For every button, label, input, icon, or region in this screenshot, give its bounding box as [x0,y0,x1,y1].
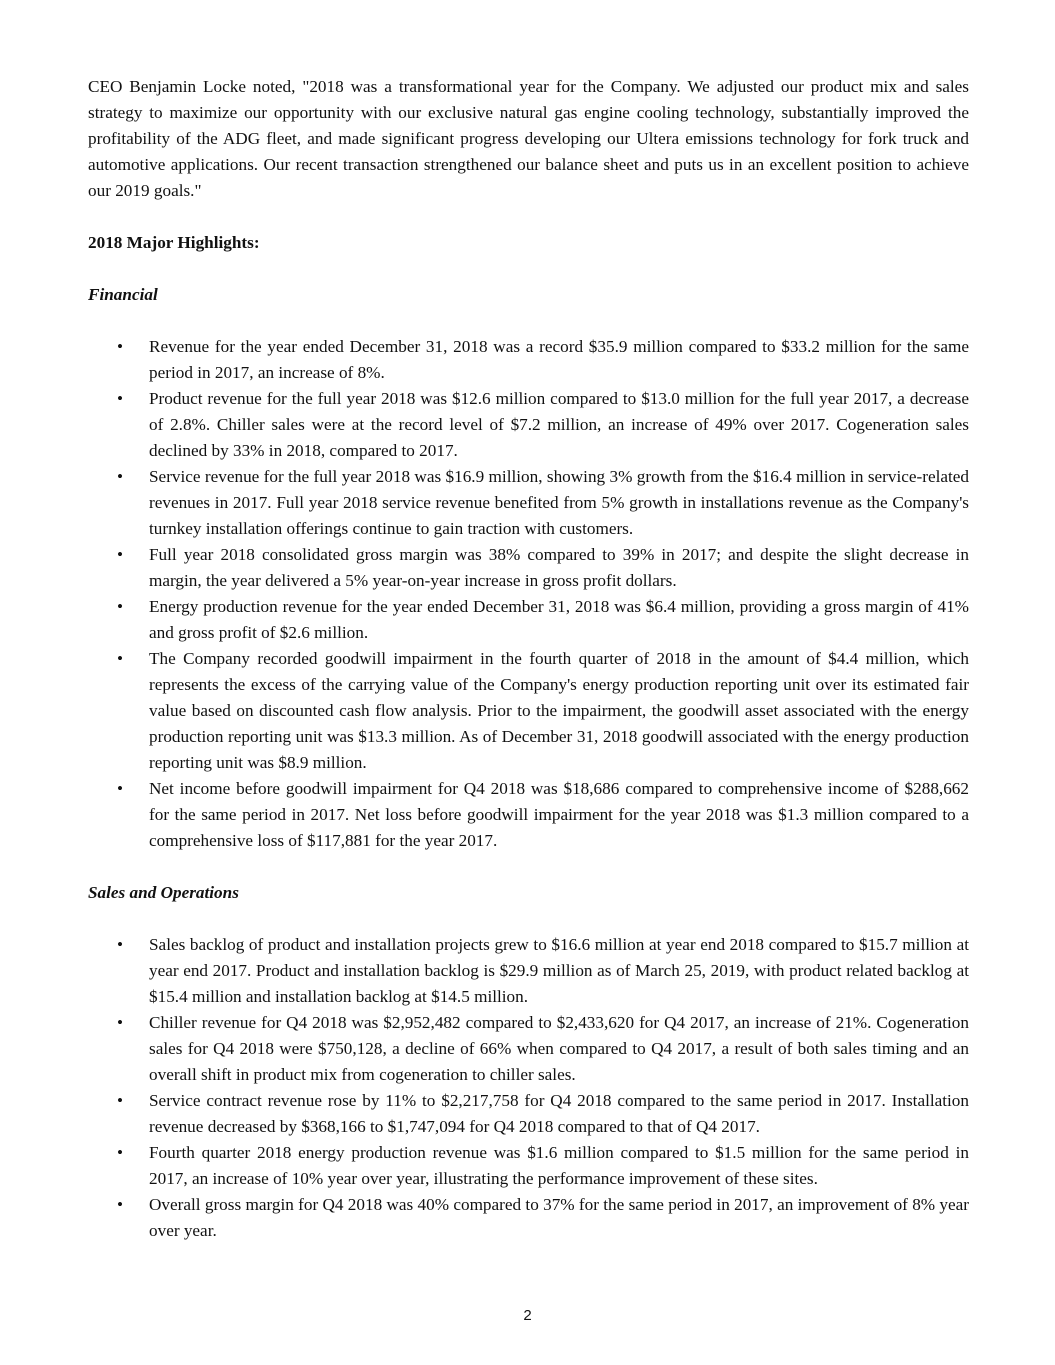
list-item: • Fourth quarter 2018 energy production revenue was $1.6 million compared to $1.5 million for the same period in 2017, an increase of 10% year over year, illustrating the performance improvement of these sites. [88,1140,969,1192]
list-item: • The Company recorded goodwill impairment in the fourth quarter of 2018 in the amount of $4.4 million, which represents the excess of the carrying value of the Company's energy production reporting unit over its estimated fair value based on discounted cash flow analysis. Prior to the impairment, the goodwill asset associated with the energy production reporting unit was $13.3 million. As of December 31, 2018 goodwill associated with the energy production reporting unit was $8.9 million. [88,646,969,776]
list-item: • Product revenue for the full year 2018 was $12.6 million compared to $13.0 million for the full year 2017, a decrease of 2.8%. Chiller sales were at the record level of $7.2 million, an increase of 49% over 2017. Cogeneration sales declined by 33% in 2018, compared to 2017. [88,386,969,464]
bullet-icon: • [117,1091,124,1110]
financial-list [88,334,969,854]
bullet-icon: • [117,467,124,486]
bullet-icon: • [117,545,124,564]
page-number: 2 [523,1307,532,1324]
bullet-icon: • [117,1013,124,1032]
list-item: • Chiller revenue for Q4 2018 was $2,952,482 compared to $2,433,620 for Q4 2017, an increase of 21%. Cogeneration sales for Q4 2018 were $750,128, a decline of 66% when compared to Q4 2017, a result of both sales timing and an overall shift in product mix from cogeneration to chiller sales. [88,1010,969,1088]
list-item: • Sales backlog of product and installation projects grew to $16.6 million at year end 2018 compared to $15.7 million at year end 2017. Product and installation backlog is $29.9 million as of March 25, 2019, with product related backlog at $15.4 million and installation backlog at $14.5 million. [88,932,969,1010]
list-item: • Net income before goodwill impairment for Q4 2018 was $18,686 compared to comprehensive income of $288,662 for the same period in 2017. Net loss before goodwill impairment for the year 2018 was $1.3 million compared to a comprehensive loss of $117,881 for the year 2017. [88,776,969,854]
ceo-quote-paragraph: CEO Benjamin Locke noted, "2018 was a transformational year for the Company. We adjusted our product mix and sales strategy to maximize our opportunity with our exclusive natural gas engine cooling technology, substantially improved the profitability of the ADG fleet, and made significant progress developing our Ultera emissions technology for fork truck and automotive applications. Our recent transaction strengthened our balance sheet and puts us in an excellent position to achieve our 2019 goals." [88,77,969,200]
list-item: • Revenue for the year ended December 31, 2018 was a record $35.9 million compared to $33.2 million for the same period in 2017, an increase of 8%. [88,334,969,386]
bullet-icon: • [117,337,124,356]
list-item: • Overall gross margin for Q4 2018 was 40% compared to 37% for the same period in 2017, an improvement of 8% year over year. [88,1192,969,1244]
bullet-icon: • [117,597,124,616]
document-page [88,74,969,1270]
sales-operations-heading: Sales and Operations [88,883,239,902]
list-item: • Energy production revenue for the year ended December 31, 2018 was $6.4 million, providing a gross margin of 41% and gross profit of $2.6 million. [88,594,969,646]
bullet-icon: • [117,779,124,798]
highlights-heading: 2018 Major Highlights: [88,233,260,252]
bullet-icon: • [117,1195,124,1214]
bullet-icon: • [117,649,124,668]
financial-heading: Financial [88,285,158,304]
list-item: • Service contract revenue rose by 11% to $2,217,758 for Q4 2018 compared to the same period in 2017. Installation revenue decreased by $368,166 to $1,747,094 for Q4 2018 compared to that of Q4 2017. [88,1088,969,1140]
bullet-icon: • [117,935,124,954]
list-item: • Service revenue for the full year 2018 was $16.9 million, showing 3% growth from the $16.4 million in service-related revenues in 2017. Full year 2018 service revenue benefited from 5% growth in installations revenue as the Company's turnkey installation offerings continue to gain traction with customers. [88,464,969,542]
bullet-icon: • [117,389,124,408]
bullet-icon: • [117,1143,124,1162]
sales-operations-list [88,932,969,1244]
list-item: • Full year 2018 consolidated gross margin was 38% compared to 39% in 2017; and despite the slight decrease in margin, the year delivered a 5% year-on-year increase in gross profit dollars. [88,542,969,594]
